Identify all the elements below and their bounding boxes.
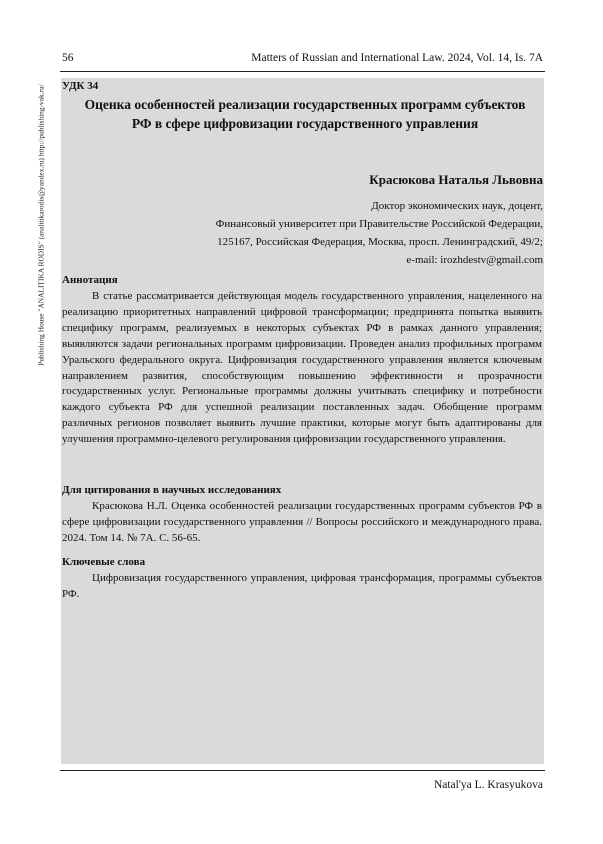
affiliation-line: 125167, Российская Федерация, Москва, просп. Ленинградский, 49/2;	[217, 236, 543, 248]
citation-heading: Для цитирования в научных исследованиях	[62, 484, 282, 496]
abstract-heading: Аннотация	[62, 274, 118, 286]
header-rule	[60, 71, 545, 72]
footer-author-name: Natal'ya L. Krasyukova	[433, 779, 543, 791]
running-header: Matters of Russian and International Law. 2024, Vol. 14, Is. 7A	[251, 52, 543, 64]
publisher-sidebar	[31, 82, 51, 367]
author-name: Красюкова Наталья Львовна	[369, 172, 543, 187]
affiliation-line: Доктор экономических наук, доцент,	[371, 200, 543, 212]
footer-rule	[60, 770, 545, 771]
affiliation-line: Финансовый университет при Правительстве Российской Федерации,	[215, 218, 543, 230]
page-number: 56	[62, 52, 74, 64]
citation-text: Красюкова Н.Л. Оценка особенностей реализации государственных программ субъектов РФ в сфере цифровизации государственного управления // Вопросы российского и международного права. 2024. Том 14. № 7А. С. 56-65.	[62, 500, 542, 544]
abstract-text: В статье рассматривается действующая модель государственного управления, нацеленного на реализацию приоритетных направлений цифровой трансформации; предпринята попытка выявить специфику программ, реализуемых в некоторых субъектах РФ в рамках данного управления; выявляются задачи региональных программ цифровизации. Проведен анализ профильных программ Уральского федерального округа. Цифровизация государственного управления является ключевым направлением развития, способствующим повышению эффективности и прозрачности государственных услуг. Региональные программы должны учитывать специфику и потребности каждого субъекта РФ для успешной реализации поставленных задач. Обобщение программ различных регионов позволяет выявить лучшие практики, которые могут быть адаптированы для улучшения программно-целевого регулирования цифровизации государственного управления.	[62, 290, 542, 446]
udk-code: УДК 34	[62, 80, 99, 92]
keywords-text: Цифровизация государственного управления, цифровая трансформация, программы субъектов РФ.	[62, 572, 542, 600]
article-title: Оценка особенностей реализации государственных программ субъектов РФ в сфере цифровизации государственного управления	[84, 97, 526, 131]
author-affiliation	[216, 197, 543, 269]
publisher-sidebar-text: Publishing House "ANALITIKA RODIS" (analitikarodis@yandex.ru) http://publishing-vak.ru/	[36, 83, 46, 366]
keywords-heading: Ключевые слова	[62, 556, 146, 568]
author-email[interactable]: e-mail: irozhdestv@gmail.com	[406, 254, 543, 266]
